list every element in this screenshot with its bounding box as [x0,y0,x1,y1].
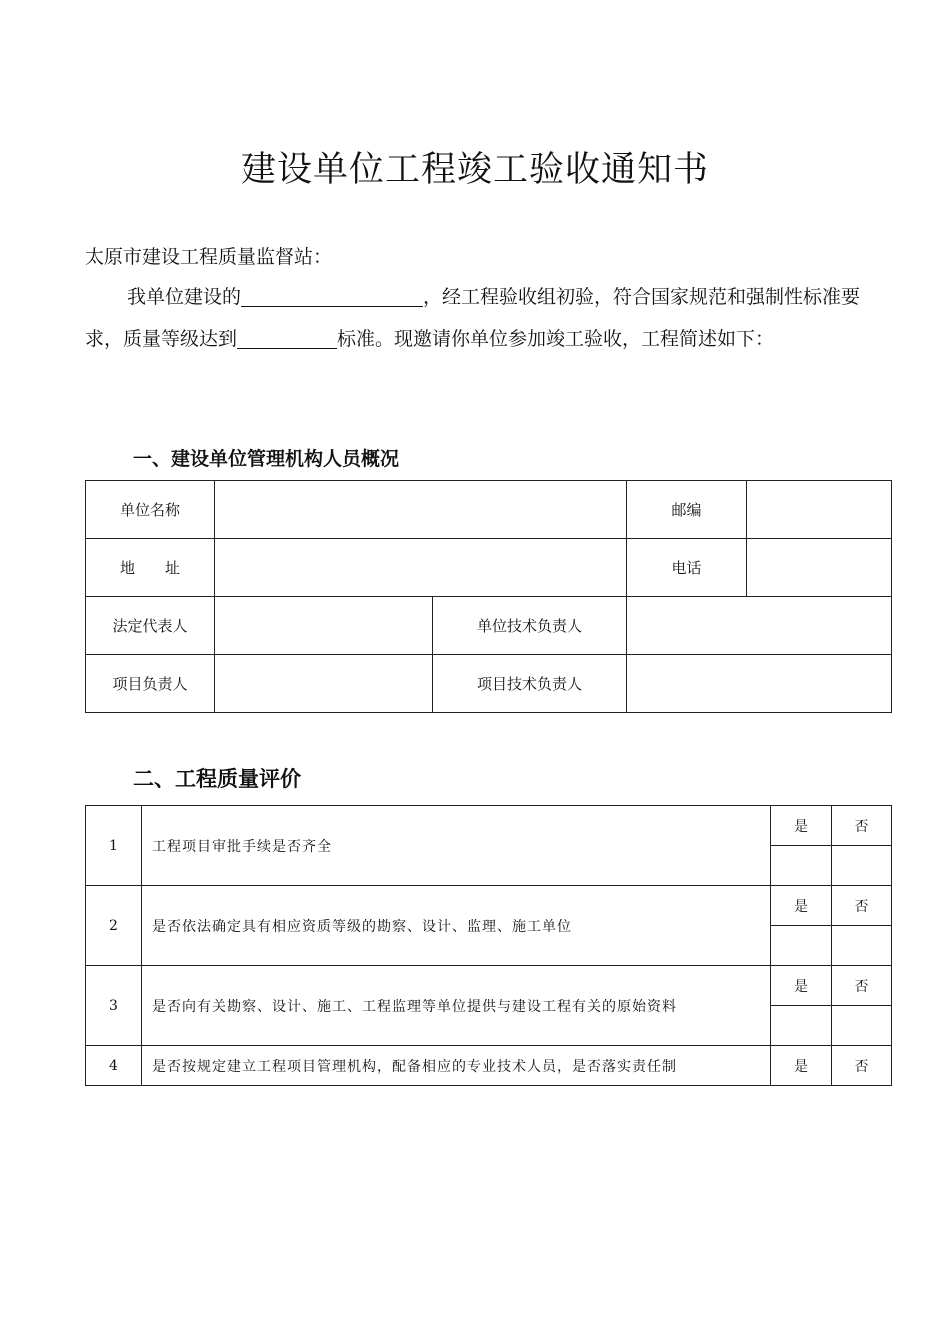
address-label: 地 址 [86,539,215,597]
legal-rep-label: 法定代表人 [86,597,215,655]
project-name-blank[interactable] [241,284,423,307]
unit-tech-lead-label: 单位技术负责人 [433,597,627,655]
body-part-1: 我单位建设的 [127,286,242,308]
item-text: 工程项目审批手续是否齐全 [142,806,771,886]
quality-grade-blank[interactable] [237,326,337,349]
yes-header: 是 [771,1046,832,1086]
project-lead-label: 项目负责人 [86,655,215,713]
body-part-3: 标准。现邀请你单位参加竣工验收，工程简述如下： [337,328,775,350]
no-header: 否 [832,886,892,926]
item-text: 是否依法确定具有相应资质等级的勘察、设计、监理、施工单位 [142,886,771,966]
no-checkbox-cell[interactable] [832,1006,892,1046]
page-title: 建设单位工程竣工验收通知书 [240,150,709,190]
item-text: 是否向有关勘察、设计、施工、工程监理等单位提供与建设工程有关的原始资料 [142,966,771,1046]
project-tech-lead-cell[interactable] [627,655,892,713]
section-2-heading: 二、工程质量评价 [133,767,301,791]
no-header: 否 [832,806,892,846]
yes-checkbox-cell[interactable] [771,846,832,886]
yes-checkbox-cell[interactable] [771,1006,832,1046]
yes-header: 是 [771,886,832,926]
project-lead-cell[interactable] [215,655,433,713]
address-cell[interactable] [215,539,627,597]
item-number: 1 [86,806,142,886]
item-number: 2 [86,886,142,966]
yes-checkbox-cell[interactable] [771,926,832,966]
phone-cell[interactable] [747,539,892,597]
notice-body [85,276,875,360]
item-number: 4 [86,1046,142,1086]
no-header: 否 [832,966,892,1006]
table-row [86,481,892,539]
quality-evaluation-table [85,805,892,1086]
table-row [86,655,892,713]
table-row [86,539,892,597]
unit-tech-lead-cell[interactable] [627,597,892,655]
body-part-2: ，经工程验收组初验，符合国家规范和强制性标准要求，质量等级达到 [85,286,861,350]
item-text: 是否按规定建立工程项目管理机构，配备相应的专业技术人员，是否落实责任制 [142,1046,771,1086]
yes-header: 是 [771,806,832,846]
table-row [86,1046,892,1086]
table-row [86,966,892,1006]
unit-name-label: 单位名称 [86,481,215,539]
postcode-label: 邮编 [627,481,747,539]
item-number: 3 [86,966,142,1046]
no-header: 否 [832,1046,892,1086]
table-row [86,886,892,926]
phone-label: 电话 [627,539,747,597]
legal-rep-cell[interactable] [215,597,433,655]
no-checkbox-cell[interactable] [832,926,892,966]
yes-header: 是 [771,966,832,1006]
section-1-heading: 一、建设单位管理机构人员概况 [133,448,400,470]
addressee: 太原市建设工程质量监督站： [85,246,333,268]
unit-name-cell[interactable] [215,481,627,539]
no-checkbox-cell[interactable] [832,846,892,886]
table-row [86,806,892,846]
management-personnel-table [85,480,892,713]
project-tech-lead-label: 项目技术负责人 [433,655,627,713]
postcode-cell[interactable] [747,481,892,539]
table-row [86,597,892,655]
